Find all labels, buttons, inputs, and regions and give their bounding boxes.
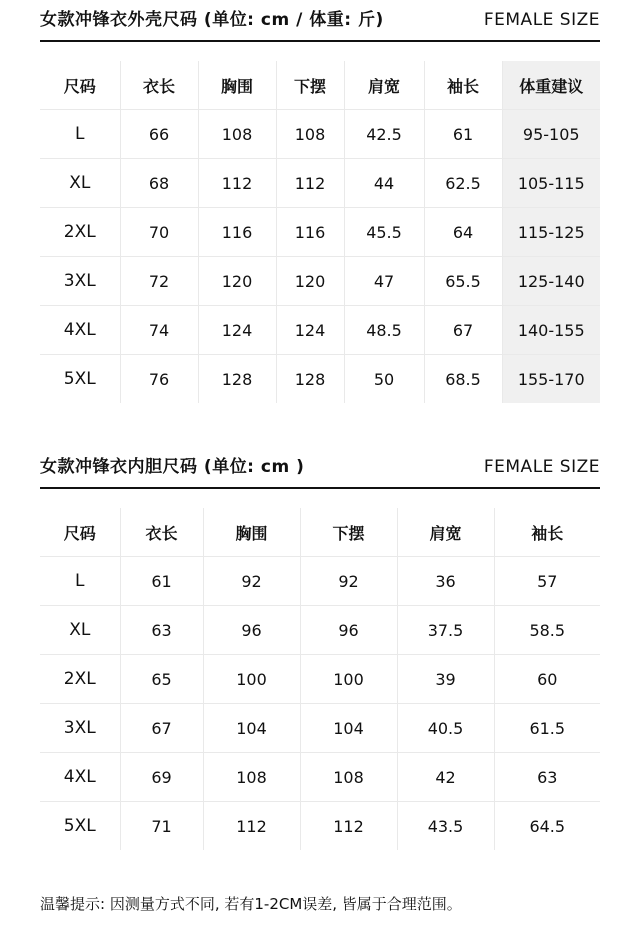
inner-header-hem: 下摆 [300, 508, 397, 557]
outer-cell-weight: 95-105 [502, 110, 600, 159]
outer-header-weight: 体重建议 [502, 61, 600, 110]
outer-cell-size: 5XL [40, 355, 120, 404]
inner-header-size: 尺码 [40, 508, 120, 557]
inner-size-subtitle: FEMALE SIZE [483, 457, 600, 477]
inner-cell: 112 [300, 802, 397, 851]
inner-cell-size: 5XL [40, 802, 120, 851]
outer-cell: 68.5 [424, 355, 502, 404]
inner-cell: 37.5 [397, 606, 494, 655]
outer-cell: 112 [276, 159, 344, 208]
outer-cell-size: 3XL [40, 257, 120, 306]
outer-cell: 42.5 [344, 110, 424, 159]
outer-cell: 112 [198, 159, 276, 208]
inner-cell: 112 [203, 802, 300, 851]
outer-cell: 66 [120, 110, 198, 159]
outer-cell: 64 [424, 208, 502, 257]
outer-size-section [40, 0, 600, 403]
inner-cell: 64.5 [529, 816, 566, 836]
outer-cell: 47 [344, 257, 424, 306]
inner-cell: 69 [120, 753, 203, 802]
outer-row [40, 306, 600, 355]
inner-cell: 92 [203, 557, 300, 606]
inner-header-row [40, 508, 600, 557]
inner-cell: 92 [300, 557, 397, 606]
inner-cell: 57 [494, 557, 600, 606]
outer-cell: 65.5 [424, 257, 502, 306]
outer-header-hem: 下摆 [276, 61, 344, 110]
inner-cell-size: 4XL [40, 753, 120, 802]
outer-cell: 44 [344, 159, 424, 208]
outer-row [40, 159, 600, 208]
inner-cell: 104 [203, 704, 300, 753]
inner-cell: 58.5 [494, 606, 600, 655]
inner-cell: 100 [203, 655, 300, 704]
outer-cell: 76 [120, 355, 198, 404]
outer-size-subtitle: FEMALE SIZE [483, 10, 600, 30]
outer-cell: 45.5 [344, 208, 424, 257]
outer-size-header [40, 0, 600, 42]
inner-cell: 36 [397, 557, 494, 606]
outer-cell: 128 [276, 355, 344, 404]
outer-row [40, 257, 600, 306]
outer-row [40, 355, 600, 404]
inner-cell: 39 [397, 655, 494, 704]
inner-size-section [40, 447, 600, 850]
inner-row [40, 606, 600, 655]
inner-cell: 96 [203, 606, 300, 655]
inner-cell: 65 [120, 655, 203, 704]
inner-header-shoulder: 肩宽 [397, 508, 494, 557]
inner-cell: 43.5 [397, 802, 494, 851]
inner-header-length: 衣长 [120, 508, 203, 557]
inner-cell-size: XL [40, 606, 120, 655]
outer-cell-size: 2XL [40, 208, 120, 257]
outer-cell: 124 [276, 306, 344, 355]
outer-row [40, 208, 600, 257]
outer-cell: 128 [198, 355, 276, 404]
inner-cell: 40.5 [397, 704, 494, 753]
inner-cell: 61 [120, 557, 203, 606]
outer-cell: 108 [198, 110, 276, 159]
inner-cell-size: L [40, 557, 120, 606]
outer-size-title: 女款冲锋衣外壳尺码 (单位: cm / 体重: 斤) [40, 10, 384, 30]
inner-header-sleeve: 袖长 [494, 508, 600, 557]
inner-cell: 60 [494, 655, 600, 704]
outer-cell: 108 [276, 110, 344, 159]
outer-header-chest: 胸围 [198, 61, 276, 110]
inner-cell: 67 [120, 704, 203, 753]
outer-cell: 61 [424, 110, 502, 159]
inner-cell: 63 [120, 606, 203, 655]
outer-cell-weight: 125-140 [502, 257, 600, 306]
outer-size-table [40, 61, 600, 403]
outer-cell: 62.5 [424, 159, 502, 208]
inner-cell: 71 [120, 802, 203, 851]
inner-cell: 104 [300, 704, 397, 753]
inner-size-table [40, 508, 600, 850]
inner-cell-size: 3XL [40, 704, 120, 753]
outer-cell-size: L [40, 110, 120, 159]
outer-cell-weight: 155-170 [502, 355, 600, 404]
inner-cell: 108 [300, 753, 397, 802]
outer-cell-weight: 115-125 [502, 208, 600, 257]
inner-row [40, 557, 600, 606]
outer-cell: 116 [198, 208, 276, 257]
outer-header-size: 尺码 [40, 61, 120, 110]
outer-cell: 116 [276, 208, 344, 257]
inner-cell: 61.5 [494, 704, 600, 753]
inner-cell: 42 [397, 753, 494, 802]
outer-cell: 67 [424, 306, 502, 355]
outer-header-length: 衣长 [120, 61, 198, 110]
outer-cell: 72 [120, 257, 198, 306]
measurement-note: 温馨提示: 因测量方式不同, 若有1-2CM误差, 皆属于合理范围。 [40, 895, 462, 913]
inner-size-title: 女款冲锋衣内胆尺码 (单位: cm ) [40, 457, 305, 477]
outer-cell-size: XL [40, 159, 120, 208]
inner-row [40, 655, 600, 704]
inner-row [40, 802, 600, 851]
outer-cell-size: 4XL [40, 306, 120, 355]
inner-cell: 63 [494, 753, 600, 802]
outer-cell: 120 [198, 257, 276, 306]
inner-cell: 100 [300, 655, 397, 704]
outer-header-shoulder: 肩宽 [344, 61, 424, 110]
outer-cell: 74 [120, 306, 198, 355]
inner-row [40, 753, 600, 802]
outer-header-sleeve: 袖长 [424, 61, 502, 110]
outer-row [40, 110, 600, 159]
outer-header-row [40, 61, 600, 110]
inner-size-header [40, 447, 600, 489]
outer-cell: 120 [276, 257, 344, 306]
inner-row [40, 704, 600, 753]
outer-cell-weight: 105-115 [502, 159, 600, 208]
outer-cell: 124 [198, 306, 276, 355]
inner-header-chest: 胸围 [203, 508, 300, 557]
outer-cell-weight: 140-155 [502, 306, 600, 355]
inner-cell: 108 [203, 753, 300, 802]
outer-cell: 68 [120, 159, 198, 208]
inner-cell: 96 [300, 606, 397, 655]
inner-cell-size: 2XL [40, 655, 120, 704]
outer-cell: 70 [120, 208, 198, 257]
outer-cell: 48.5 [344, 306, 424, 355]
outer-cell: 50 [344, 355, 424, 404]
